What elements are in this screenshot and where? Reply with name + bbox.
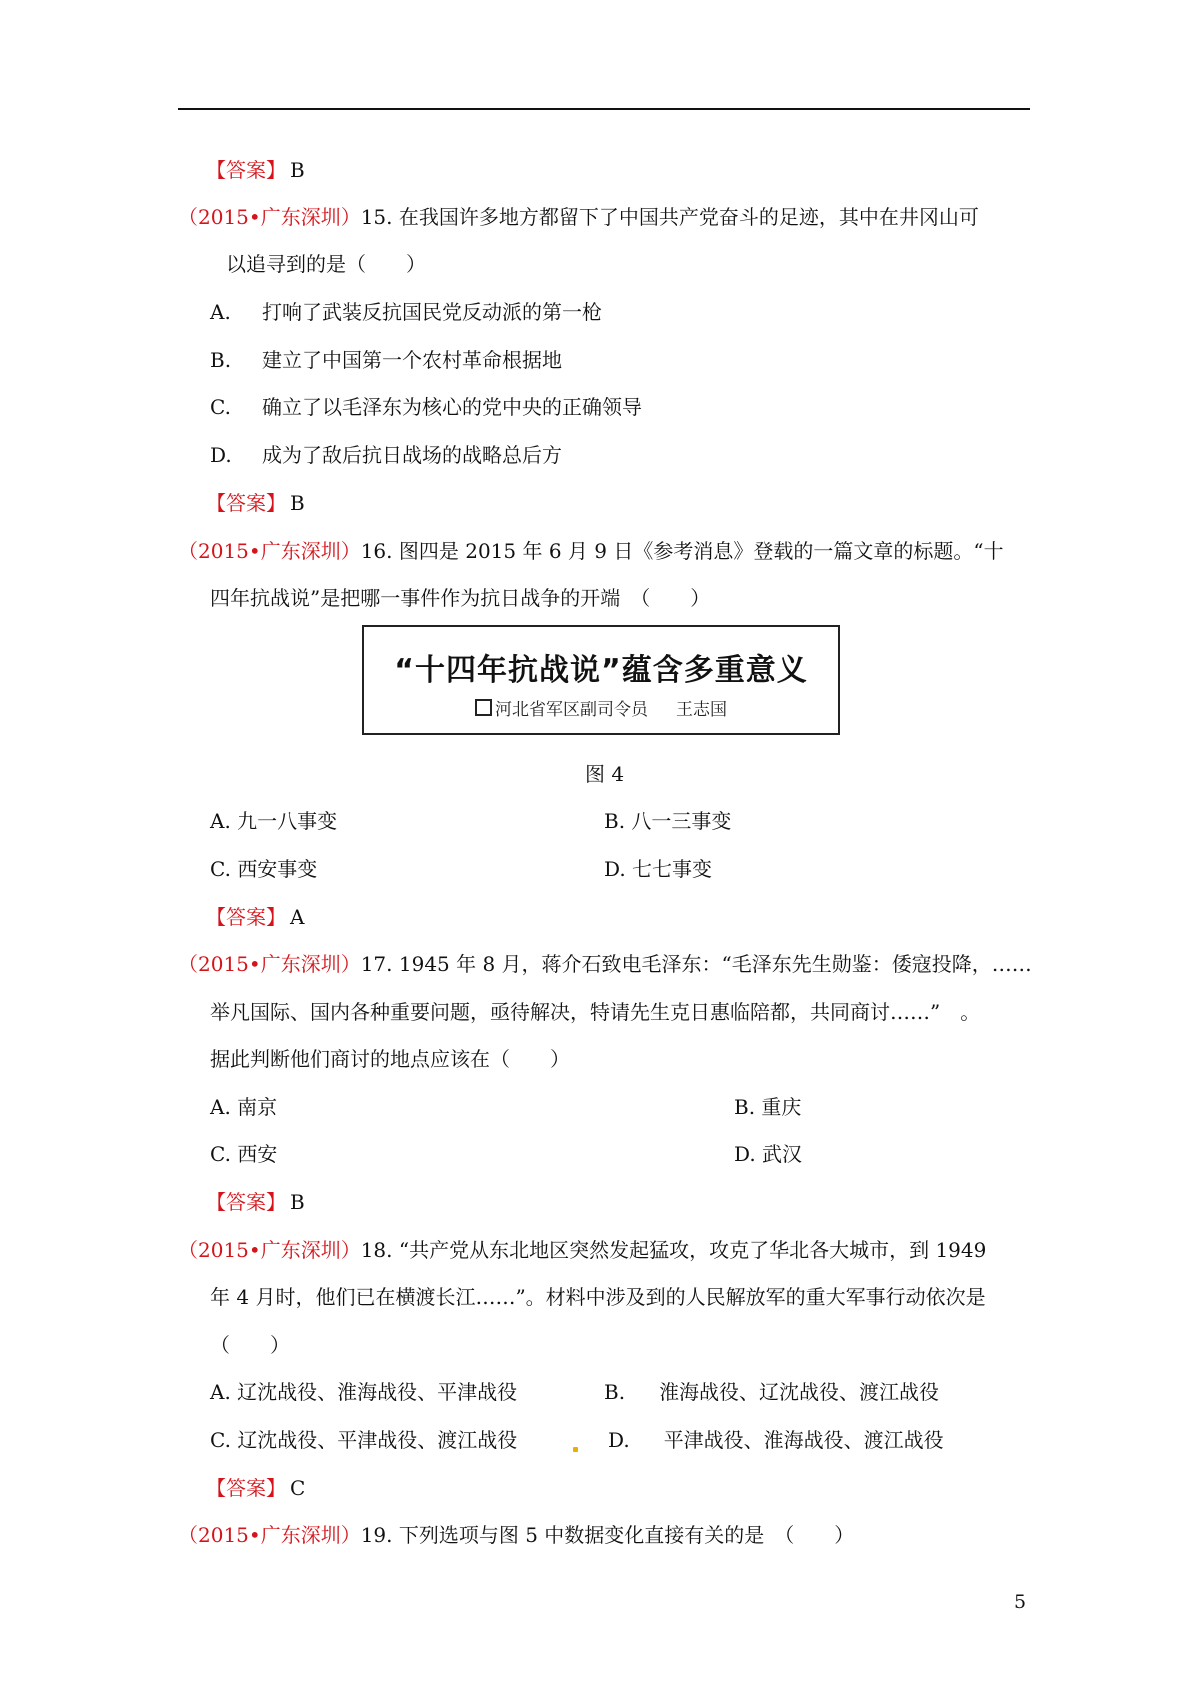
q16-stem-cont: 四年抗战说”是把哪一事件作为抗日战争的开端 （ ） bbox=[210, 586, 711, 610]
q15-answer: 【答案】 B bbox=[206, 491, 305, 515]
dot-mark bbox=[573, 1447, 578, 1452]
q16-option-b: B. 八一三事变 bbox=[604, 809, 732, 833]
q18-answer: 【答案】 C bbox=[206, 1476, 306, 1500]
q19-stem: （2015•广东深圳）19. 下列选项与图 5 中数据变化直接有关的是 （ ） bbox=[178, 1523, 855, 1547]
figure-headline: “十四年抗战说”蕴含多重意义 bbox=[394, 653, 808, 688]
q16-answer: 【答案】 A bbox=[206, 905, 305, 929]
header-rule bbox=[178, 108, 1030, 110]
q15-source: （2015•广东深圳） bbox=[178, 205, 361, 229]
q15-option-c: C. 确立了以毛泽东为核心的党中央的正确领导 bbox=[210, 395, 642, 419]
q17-source: （2015•广东深圳） bbox=[178, 952, 361, 976]
page-number: 5 bbox=[1014, 1591, 1027, 1613]
square-icon bbox=[475, 699, 492, 716]
q18-stem-cont-1: 年 4 月时，他们已在横渡长江……”。材料中涉及到的人民解放军的重大军事行动依次是 bbox=[210, 1285, 986, 1309]
figure-4-headline-image bbox=[362, 625, 840, 735]
q18-option-d: D. 平津战役、淮海战役、渡江战役 bbox=[608, 1428, 944, 1452]
q19-source: （2015•广东深圳） bbox=[178, 1523, 361, 1547]
q15-stem: （2015•广东深圳）15. 在我国许多地方都留下了中国共产党奋斗的足迹，其中在井冈山可 bbox=[178, 205, 979, 229]
q17-option-d: D. 武汉 bbox=[734, 1142, 803, 1166]
q15-option-d: D. 成为了敌后抗日战场的战略总后方 bbox=[210, 443, 562, 467]
q18-option-c: C. 辽沈战役、平津战役、渡江战役 bbox=[210, 1428, 518, 1452]
q18-option-b: B. 淮海战役、辽沈战役、渡江战役 bbox=[604, 1380, 940, 1404]
q16-source: （2015•广东深圳） bbox=[178, 539, 361, 563]
q16-option-a: A. 九一八事变 bbox=[210, 809, 338, 833]
q17-stem-cont-2: 据此判断他们商讨的地点应该在（ ） bbox=[210, 1047, 570, 1071]
figure-caption: 图 4 bbox=[585, 762, 625, 786]
q17-answer: 【答案】 B bbox=[206, 1190, 305, 1214]
figure-byline: 河北省军区副司令员 王志国 bbox=[364, 695, 838, 720]
q17-stem-cont-1: 举凡国际、国内各种重要问题，亟待解决，特请先生克日惠临陪都，共同商讨……” 。 bbox=[210, 1000, 981, 1024]
q16-option-c: C. 西安事变 bbox=[210, 857, 318, 881]
q17-option-c: C. 西安 bbox=[210, 1142, 278, 1166]
q14-answer: 【答案】 B bbox=[206, 158, 305, 182]
q15-option-b: B. 建立了中国第一个农村革命根据地 bbox=[210, 348, 562, 372]
q18-option-a: A. 辽沈战役、淮海战役、平津战役 bbox=[210, 1380, 518, 1404]
q15-option-a: A. 打响了武装反抗国民党反动派的第一枪 bbox=[210, 300, 602, 324]
q16-stem: （2015•广东深圳）16. 图四是 2015 年 6 月 9 日《参考消息》登载的一篇文章的标题。“十 bbox=[178, 539, 1004, 563]
q15-stem-cont: 以追寻到的是（ ） bbox=[226, 252, 426, 276]
q17-option-b: B. 重庆 bbox=[734, 1095, 802, 1119]
q17-stem: （2015•广东深圳）17. 1945 年 8 月，蒋介石致电毛泽东：“毛泽东先生勋鉴：倭寇投降，…… bbox=[178, 952, 1032, 976]
q18-stem-cont-2: （ ） bbox=[210, 1333, 290, 1357]
q18-source: （2015•广东深圳） bbox=[178, 1238, 361, 1262]
q18-stem: （2015•广东深圳）18. “共产党从东北地区突然发起猛攻，攻克了华北各大城市，到 1949 bbox=[178, 1238, 987, 1262]
q16-option-d: D. 七七事变 bbox=[604, 857, 713, 881]
q17-option-a: A. 南京 bbox=[210, 1095, 278, 1119]
